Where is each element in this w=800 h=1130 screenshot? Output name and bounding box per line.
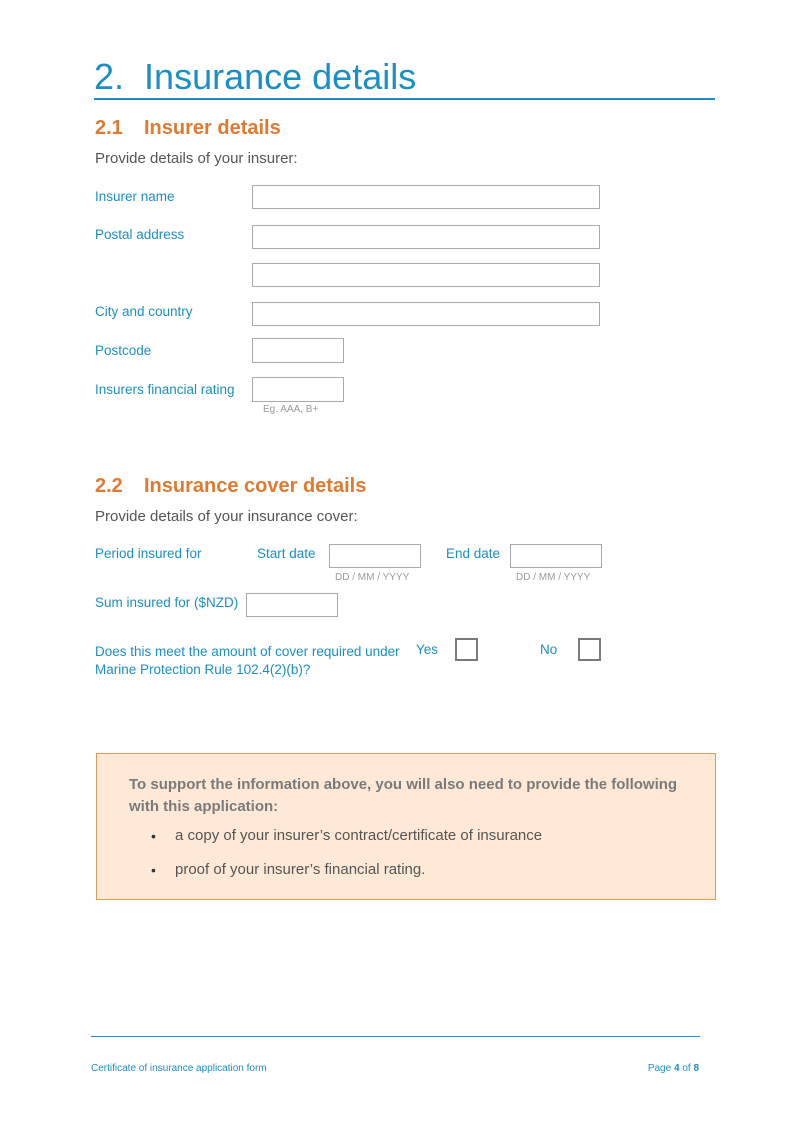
period-insured-label: Period insured for [95, 546, 202, 561]
postal-address-line1-field[interactable] [252, 225, 600, 249]
footer-divider [91, 1036, 700, 1037]
cover-section-number: 2.2 [95, 475, 123, 497]
page-prefix: Page [647, 1063, 672, 1074]
start-date-hint: DD / MM / YYYY [335, 572, 410, 583]
supporting-documents-note [96, 753, 716, 900]
no-checkbox[interactable] [578, 638, 601, 661]
postal-address-label: Postal address [95, 227, 185, 242]
insurer-section-number: 2.1 [95, 117, 123, 139]
city-country-label: City and country [95, 304, 193, 319]
sum-insured-field[interactable] [246, 593, 338, 617]
cover-section-title: Insurance cover details [144, 475, 367, 497]
page-title [94, 56, 416, 98]
postcode-field[interactable] [252, 338, 344, 363]
yes-label: Yes [416, 642, 439, 657]
cover-requirement-question-line2: Marine Protection Rule 102.4(2)(b)? [95, 662, 311, 677]
page-title-number: 2. [94, 56, 125, 97]
insurer-section-intro: Provide details of your insurer: [95, 150, 298, 167]
note-bullet-item: proof of your insurer’s financial rating. [175, 861, 426, 878]
insurer-section-heading [95, 117, 281, 140]
postcode-label: Postcode [95, 343, 152, 358]
footer-page-number [600, 1063, 699, 1074]
cover-requirement-question-line1: Does this meet the amount of cover required under [95, 644, 400, 659]
cover-section-heading [95, 475, 366, 498]
bullet-marker: • [151, 862, 156, 878]
postal-address-line2-field[interactable] [252, 263, 600, 287]
end-date-field[interactable] [510, 544, 602, 568]
start-date-label: Start date [257, 546, 316, 561]
note-bullet-item: a copy of your insurer’s contract/certificate of insurance [175, 827, 543, 844]
financial-rating-field[interactable] [252, 377, 344, 402]
title-divider [94, 98, 715, 100]
city-country-field[interactable] [252, 302, 600, 326]
cover-requirement-question [95, 643, 400, 679]
end-date-label: End date [446, 546, 501, 561]
page-title-text: Insurance details [144, 56, 417, 97]
note-heading: To support the information above, you will also need to provide the following with this application: [129, 776, 678, 815]
page-of: of [682, 1063, 691, 1074]
page-total: 8 [693, 1063, 699, 1074]
page-current: 4 [673, 1063, 680, 1074]
no-label: No [540, 642, 558, 657]
insurer-name-label: Insurer name [95, 189, 175, 204]
financial-rating-label: Insurers financial rating [95, 382, 235, 397]
insurer-name-field[interactable] [252, 185, 600, 209]
footer-form-name: Certificate of insurance application form [91, 1063, 267, 1074]
financial-rating-hint: Eg. AAA, B+ [263, 404, 319, 415]
start-date-field[interactable] [329, 544, 421, 568]
insurer-section-title: Insurer details [144, 117, 281, 139]
sum-insured-label: Sum insured for ($NZD) [95, 595, 239, 610]
bullet-marker: • [151, 828, 156, 844]
cover-section-intro: Provide details of your insurance cover: [95, 508, 358, 525]
yes-checkbox[interactable] [455, 638, 478, 661]
end-date-hint: DD / MM / YYYY [516, 572, 591, 583]
